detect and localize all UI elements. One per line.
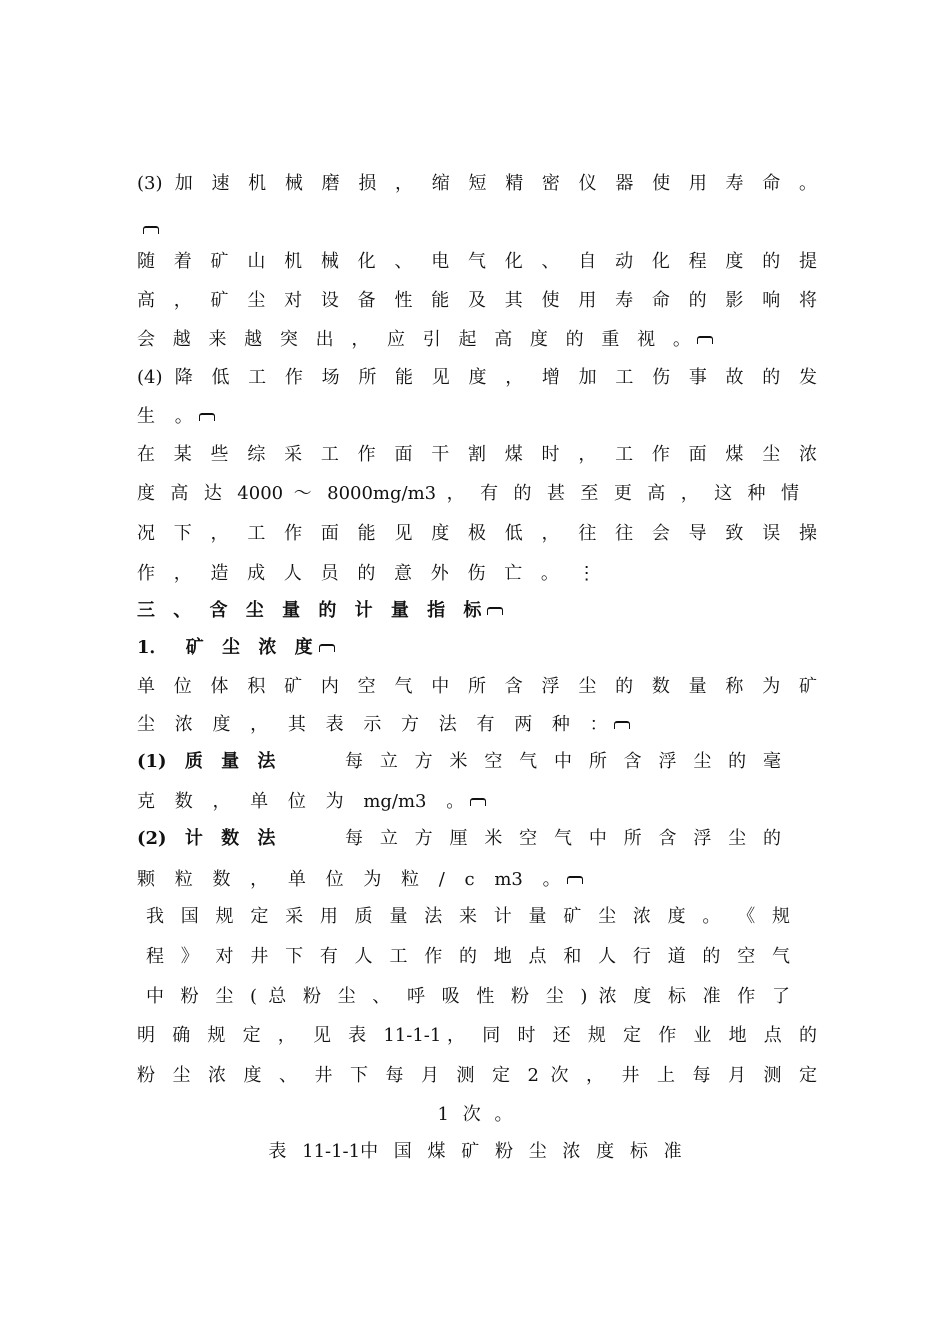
text-line: (3) 加 速 机 械 磨 损 ， 缩 短 精 密 仪 器 使 用 寿 命 。 xyxy=(137,173,817,194)
text-line: 明 确 规 定 ， 见 表 11-1-1， 同 时 还 规 定 作 业 地 点 的 xyxy=(137,1025,817,1046)
subsection-heading xyxy=(137,637,817,659)
method-label: (2) 计 数 法 xyxy=(137,828,276,849)
text-line: 单 位 体 积 矿 内 空 气 中 所 含 浮 尘 的 数 量 称 为 矿 xyxy=(137,676,817,697)
paragraph-mark-icon xyxy=(487,607,503,615)
text-line-content: 颗 粒 数 ， 单 位 为 粒 / c m3 。 xyxy=(137,869,561,890)
method-line xyxy=(137,828,817,850)
paragraph-mark-icon xyxy=(567,876,583,884)
text-line: 程 》 对 井 下 有 人 工 作 的 地 点 和 人 行 道 的 空 气 xyxy=(146,946,790,967)
text-line xyxy=(137,406,817,428)
text-line xyxy=(137,869,817,891)
method-text: 每 立 方 厘 米 空 气 中 所 含 浮 尘 的 xyxy=(345,828,781,849)
method-text: 每 立 方 米 空 气 中 所 含 浮 尘 的 毫 xyxy=(345,751,781,772)
table-caption: 表 11-1-1中 国 煤 矿 粉 尘 浓 度 标 准 xyxy=(268,1141,682,1162)
text-line xyxy=(137,791,817,813)
paragraph-mark-icon xyxy=(470,798,486,806)
section-heading-text: 三 、 含 尘 量 的 计 量 指 标 xyxy=(137,600,482,621)
text-line-content: 克 数 ， 单 位 为 mg/m3 。 xyxy=(137,791,465,812)
text-line: 1 次 。 xyxy=(437,1104,513,1125)
subsection-heading-text: 1． 矿 尘 浓 度 xyxy=(137,637,313,658)
text-line: 中 粉 尘 ( 总 粉 尘 、 呼 吸 性 粉 尘 ) 浓 度 标 准 作 了 xyxy=(146,986,790,1007)
text-line: 粉 尘 浓 度 、 井 下 每 月 测 定 2 次 ， 井 上 每 月 测 定 xyxy=(137,1065,817,1086)
paragraph-mark-icon xyxy=(319,644,335,652)
paragraph-mark-icon xyxy=(614,721,630,729)
text-line-content: 会 越 来 越 突 出 ， 应 引 起 高 度 的 重 视 。 xyxy=(137,329,691,350)
text-line: (4) 降 低 工 作 场 所 能 见 度 ， 增 加 工 伤 事 故 的 发 xyxy=(137,367,817,388)
text-line: 高 ， 矿 尘 对 设 备 性 能 及 其 使 用 寿 命 的 影 响 将 xyxy=(137,290,817,311)
text-line: 我 国 规 定 采 用 质 量 法 来 计 量 矿 尘 浓 度 。 《 规 xyxy=(146,906,790,927)
paragraph-mark-icon xyxy=(697,336,713,344)
text-line xyxy=(137,329,817,351)
method-line xyxy=(137,751,817,773)
paragraph-mark-icon xyxy=(143,226,159,234)
text-line: 随 着 矿 山 机 械 化 、 电 气 化 、 自 动 化 程 度 的 提 xyxy=(137,251,817,272)
text-line: 度 高 达 4000 ～ 8000mg/m3 ， 有 的 甚 至 更 高 ， 这 种 情 xyxy=(137,483,799,504)
text-line: 况 下 ， 工 作 面 能 见 度 极 低 ， 往 往 会 导 致 误 操 xyxy=(137,523,817,544)
text-line-content: 生 。 xyxy=(137,406,193,427)
method-label: (1) 质 量 法 xyxy=(137,751,276,772)
paragraph-mark-icon xyxy=(199,413,215,421)
section-heading xyxy=(137,600,817,622)
text-line xyxy=(137,714,817,736)
text-line: 作 ， 造 成 人 员 的 意 外 伤 亡 。 ⋮ xyxy=(137,563,596,584)
text-line-content: 尘 浓 度 ， 其 表 示 方 法 有 两 种 ： xyxy=(137,714,608,735)
text-line: 在 某 些 综 采 工 作 面 干 割 煤 时 ， 工 作 面 煤 尘 浓 xyxy=(137,444,817,465)
